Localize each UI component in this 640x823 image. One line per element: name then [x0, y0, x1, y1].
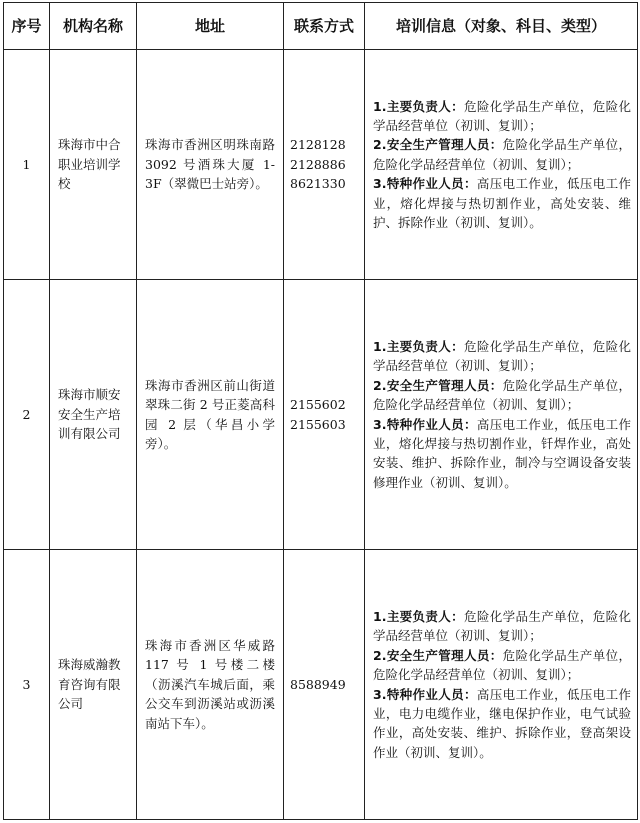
contact-cell — [284, 550, 365, 820]
group-title: 3.特种作业人员： — [373, 416, 477, 432]
contact-cell — [284, 280, 365, 550]
group-text: 危险化学品生产单位，危险化学品经营单位（初训、复训）； — [373, 339, 631, 374]
header-row — [4, 3, 638, 50]
org-name: 珠海市中合职业培训学校 — [50, 50, 137, 280]
group-title: 2.安全生产管理人员： — [373, 377, 503, 393]
group-text: 危险化学品生产单位，危险化学品经营单位（初训、复训）； — [373, 137, 631, 172]
training-group — [373, 337, 631, 376]
phone-number: 2128886 — [290, 156, 346, 172]
org-name: 珠海市顺安安全生产培训有限公司 — [50, 280, 137, 550]
row-index: 1 — [4, 50, 50, 280]
org-address: 珠海市香洲区华威路 117 号 1 号楼二楼（沥溪汽车城后面，乘公交车到沥溪站或沥溪南站下车）。 — [137, 550, 284, 820]
header-training: 培训信息（对象、科目、类型） — [365, 3, 638, 50]
group-text: 危险化学品生产单位，危险化学品经营单位（初训、复训）； — [373, 98, 631, 134]
row-index: 2 — [4, 280, 50, 550]
header-contact: 联系方式 — [284, 3, 365, 50]
org-address: 珠海市香洲区前山街道翠珠二街 2 号正菱高科园 2 层（华昌小学旁）。 — [137, 280, 284, 550]
header-org: 机构名称 — [50, 3, 137, 50]
phone-number: 2128128 — [290, 137, 346, 153]
training-group — [373, 135, 631, 174]
training-group — [373, 174, 631, 232]
group-text: 危险化学品生产单位，危险化学品经营单位（初训、复训）； — [373, 647, 631, 683]
table-row — [4, 550, 638, 820]
training-institutions-table — [3, 2, 638, 820]
training-group — [373, 376, 631, 415]
row-index: 3 — [4, 550, 50, 820]
phone-number: 2155603 — [290, 416, 346, 432]
header-index: 序号 — [4, 3, 50, 50]
group-title: 1.主要负责人： — [373, 609, 465, 624]
training-group — [373, 607, 631, 646]
group-text: 高压电工作业，低压电工作业，熔化焊接与热切割作业，钎焊作业，高处安装、维护、拆除作业，制冷与空调设备安装修理作业（初训、复训）。 — [373, 416, 631, 490]
header-address: 地址 — [137, 3, 284, 50]
group-text: 危险化学品生产单位，危险化学品经营单位（初训、复训）； — [373, 609, 631, 644]
phone-number: 8621330 — [290, 176, 346, 192]
group-title: 3.特种作业人员： — [373, 176, 477, 192]
training-info — [365, 50, 638, 280]
group-title: 1.主要负责人： — [373, 98, 465, 114]
training-group — [373, 685, 631, 763]
training-group — [373, 646, 631, 685]
group-title: 1.主要负责人： — [373, 339, 465, 354]
group-text: 危险化学品生产单位，危险化学品经营单位（初训、复训）； — [373, 377, 631, 413]
table-row — [4, 280, 638, 550]
phone-number: 8588949 — [290, 676, 346, 692]
group-title: 3.特种作业人员： — [373, 686, 477, 702]
group-text: 高压电工作业，低压电工作业，熔化焊接与热切割作业，高处安装、维护、拆除作业（初训、复训）。 — [373, 176, 631, 230]
group-title: 2.安全生产管理人员： — [373, 137, 503, 153]
table-row — [4, 50, 638, 280]
training-group — [373, 97, 631, 136]
group-title: 2.安全生产管理人员： — [373, 647, 503, 663]
training-info — [365, 280, 638, 550]
org-address: 珠海市香洲区明珠南路 3092 号酒珠大厦 1-3F（翠微巴士站旁）。 — [137, 50, 284, 280]
group-text: 高压电工作业，低压电工作业，电力电缆作业，继电保护作业，电气试验作业，高处安装、维护、拆除作业，登高架设作业（初训、复训）。 — [373, 686, 631, 760]
contact-cell — [284, 50, 365, 280]
training-group — [373, 415, 631, 493]
training-info — [365, 550, 638, 820]
phone-number: 2155602 — [290, 397, 346, 413]
org-name: 珠海威瀚教育咨询有限公司 — [50, 550, 137, 820]
